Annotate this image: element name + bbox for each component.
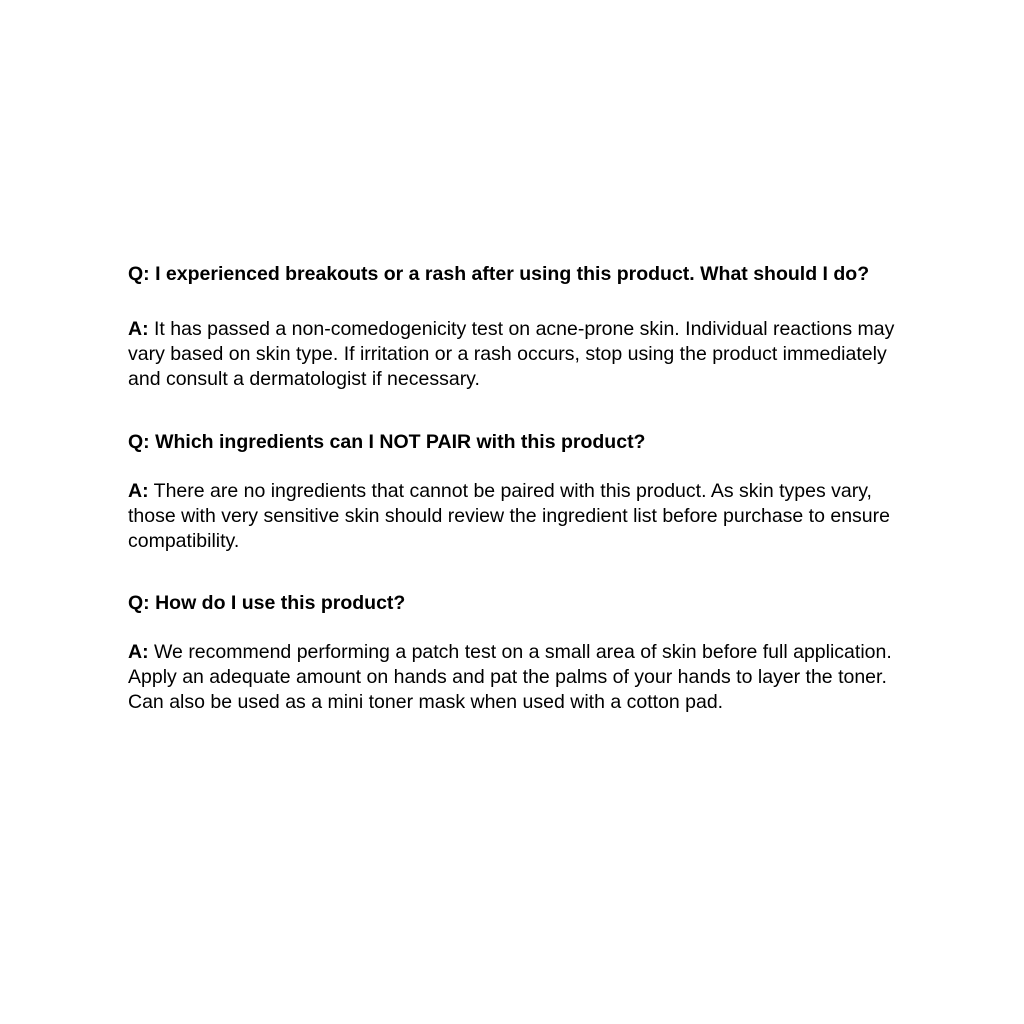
faq-question-2: Q: Which ingredients can I NOT PAIR with this product?: [128, 431, 646, 453]
answer-prefix: A:: [128, 318, 149, 340]
faq-answer-text: There are no ingredients that cannot be paired with this product. As skin types vary, those with very sensitive skin should review the ingredient list before purchase to ensure compatibility.: [128, 480, 890, 552]
faq-question-3: Q: How do I use this product?: [128, 592, 406, 614]
faq-answer-2: [128, 479, 898, 553]
faq-answer-text: It has passed a non-comedogenicity test on acne-prone skin. Individual reactions may vary based on skin type. If irritation or a rash occurs, stop using the product immediately and consult a dermatologist if necessary.: [128, 318, 895, 390]
faq-answer-1: [128, 317, 898, 391]
faq-question-1: Q: I experienced breakouts or a rash after using this product. What should I do?: [128, 263, 870, 285]
faq-answer-3: [128, 640, 898, 714]
answer-prefix: A:: [128, 641, 149, 663]
answer-prefix: A:: [128, 480, 149, 502]
faq-answer-text: We recommend performing a patch test on a small area of skin before full application. Apply an adequate amount on hands and pat the palms of your hands to layer the toner. Can also be used as a mini toner mask when used with a cotton pad.: [128, 641, 892, 713]
